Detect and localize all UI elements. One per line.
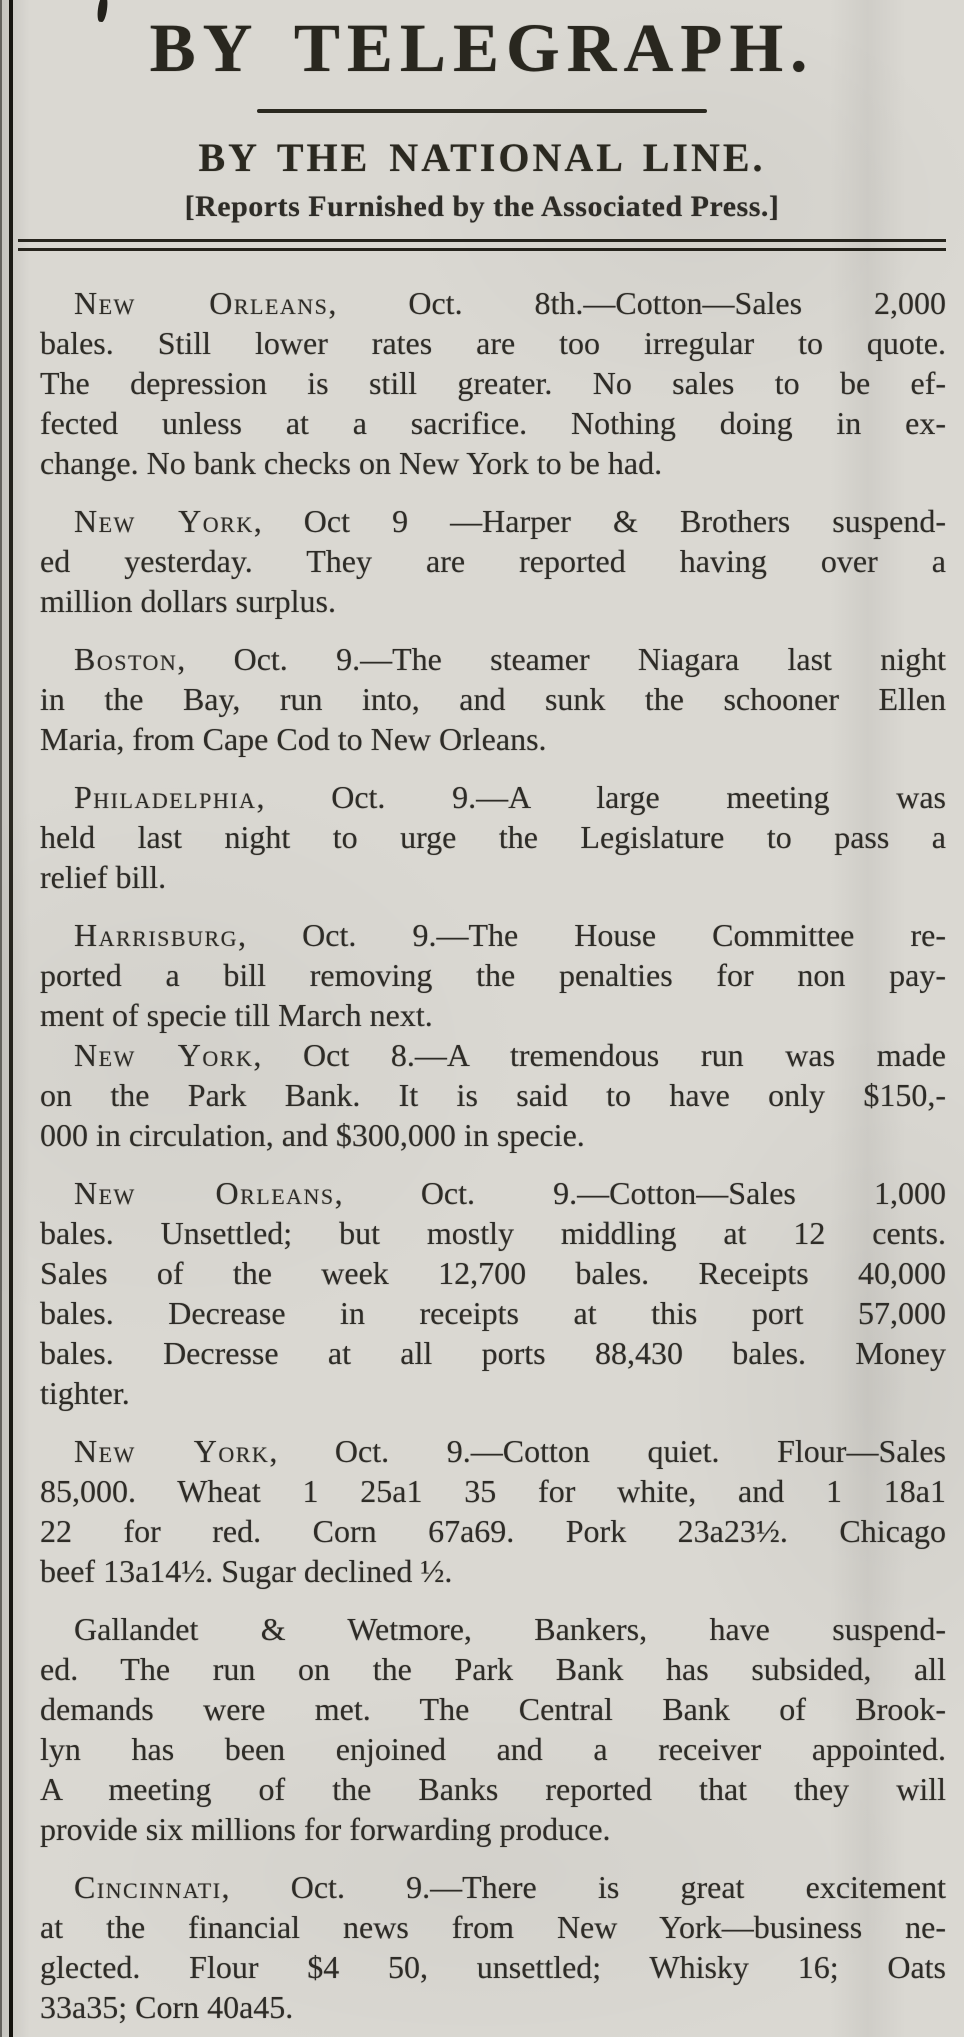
text-line: ported a bill removing the penalties for non pay- — [40, 957, 946, 993]
dispatch — [40, 1867, 946, 2027]
dateline: New York — [74, 1037, 254, 1073]
dispatch — [40, 283, 946, 483]
text-line: New York, Oct 8.—A tremendous run was made — [74, 1037, 947, 1073]
divider-rule — [257, 109, 707, 113]
page-edge — [0, 0, 2, 2037]
text-line: in the Bay, run into, and sunk the schooner Ellen — [40, 681, 946, 717]
section-subtitle: BY THE NATIONAL LINE. — [198, 135, 766, 180]
text-line: 22 for red. Corn 67a69. Pork 23a23½. Chicago — [40, 1513, 946, 1549]
text-line: Boston, Oct. 9.—The steamer Niagara last night — [74, 641, 946, 677]
text-line: bales. Still lower rates are too irregular to quote. — [40, 325, 946, 361]
text-line: Philadelphia, Oct. 9.—A large meeting was — [74, 779, 946, 815]
text-line: 85,000. Wheat 1 25a1 35 for white, and 1 18a1 — [40, 1473, 946, 1509]
text-line: 33a35; Corn 40a45. — [40, 1989, 294, 2025]
text-line: relief bill. — [40, 859, 167, 895]
text-line: beef 13a14½. Sugar declined ½. — [40, 1553, 453, 1589]
text-line: bales. Decresse at all ports 88,430 bales. Money — [40, 1335, 946, 1371]
text-line: on the Park Bank. It is said to have only $150,- — [40, 1077, 946, 1113]
text-line: million dollars surplus. — [40, 583, 336, 619]
text-line: Sales of the week 12,700 bales. Receipts 40,000 — [40, 1255, 946, 1291]
text-line: lyn has been enjoined and a receiver appointed. — [40, 1731, 946, 1767]
text-line: A meeting of the Banks reported that they will — [40, 1771, 946, 1807]
dateline: New York — [74, 1433, 270, 1469]
dispatch — [40, 1431, 946, 1591]
double-rule — [18, 239, 946, 251]
dateline: Harrisburg — [74, 917, 239, 953]
text-line: at the financial news from New York—business ne- — [40, 1909, 946, 1945]
dateline: New Orleans — [74, 1175, 335, 1211]
text-line: tighter. — [40, 1375, 130, 1411]
text-line: demands were met. The Central Bank of Brook- — [40, 1691, 946, 1727]
dateline: Cincinnati — [74, 1869, 222, 1905]
dateline: New York — [74, 503, 254, 539]
text-line: glected. Flour $4 50, unsettled; Whisky 16; Oats — [40, 1949, 946, 1985]
text-line: Cincinnati, Oct. 9.—There is great excitement — [74, 1869, 946, 1905]
text-line: fected unless at a sacrifice. Nothing doing in ex- — [40, 405, 946, 441]
dateline: New Orleans — [74, 285, 329, 321]
dispatch — [40, 501, 946, 621]
dispatch — [40, 915, 946, 1035]
text-line: ed. The run on the Park Bank has subsided, all — [40, 1651, 946, 1687]
text-line: bales. Decrease in receipts at this port 57,000 — [40, 1295, 946, 1331]
text-line: change. No bank checks on New York to be had. — [40, 445, 663, 481]
column-rule — [9, 0, 13, 2037]
text-line: The depression is still greater. No sales to be ef- — [40, 365, 946, 401]
text-line: Harrisburg, Oct. 9.—The House Committee re- — [74, 917, 946, 953]
text-line: Maria, from Cape Cod to New Orleans. — [40, 721, 547, 757]
dateline: Boston — [74, 641, 178, 677]
masthead — [0, 0, 964, 251]
text-line: ed yesterday. They are reported having over a — [40, 543, 946, 579]
text-line: New York, Oct 9 —Harper & Brothers suspend- — [74, 503, 947, 539]
text-line: Gallandet & Wetmore, Bankers, have suspend- — [74, 1611, 946, 1647]
text-line: held last night to urge the Legislature to pass a — [40, 819, 946, 855]
dispatch — [40, 1035, 946, 1155]
text-line: New York, Oct. 9.—Cotton quiet. Flour—Sales — [74, 1433, 947, 1469]
article-body — [0, 283, 964, 2027]
dispatch — [40, 1173, 946, 1413]
dispatch — [40, 777, 946, 897]
text-line: bales. Unsettled; but mostly middling at 12 cents. — [40, 1215, 946, 1251]
dispatch — [40, 639, 946, 759]
section-title: BY TELEGRAPH. — [149, 10, 815, 86]
dateline: Philadelphia — [74, 779, 257, 815]
text-line: New Orleans, Oct. 8th.—Cotton—Sales 2,000 — [74, 285, 946, 321]
text-line: ment of specie till March next. — [40, 997, 433, 1033]
credit-line: [Reports Furnished by the Associated Press.] — [184, 190, 780, 223]
dispatch — [40, 1609, 946, 1849]
text-line: provide six millions for forwarding produce. — [40, 1811, 611, 1847]
text-line: New Orleans, Oct. 9.—Cotton—Sales 1,000 — [74, 1175, 947, 1211]
text-line: 000 in circulation, and $300,000 in specie. — [40, 1117, 585, 1153]
